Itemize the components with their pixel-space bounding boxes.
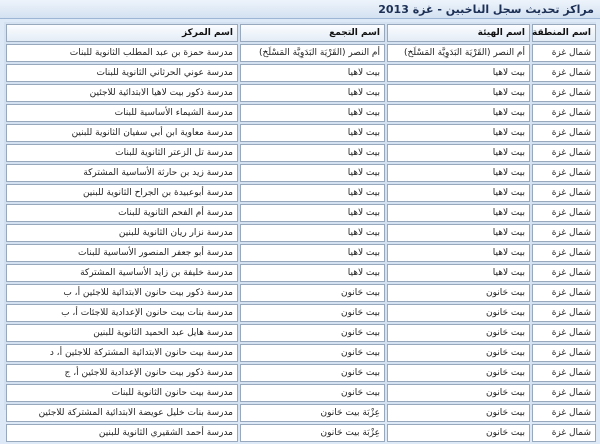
cell-cluster: بيت لاهيا — [240, 264, 385, 282]
cell-cluster: بيت حَانون — [240, 384, 385, 402]
cell-center: مدرسة ذكور بيت حانون الابتدائية للاجئين أ، ب — [6, 284, 238, 302]
cell-cluster: أم النصر (القَرْيَة البَدَوِيَّة المَسْلَخ) — [240, 44, 385, 62]
table-row — [6, 344, 596, 362]
cell-region: شمال غزة — [532, 184, 596, 202]
cell-body: بيت حَانون — [387, 384, 530, 402]
cell-center: مدرسة الشيماء الأساسية للبنات — [6, 104, 238, 122]
cell-region: شمال غزة — [532, 224, 596, 242]
cell-region: شمال غزة — [532, 144, 596, 162]
cell-body: بيت لاهيا — [387, 64, 530, 82]
cell-center: مدرسة أم الفحم الثانوية للبنات — [6, 204, 238, 222]
cell-body: بيت لاهيا — [387, 144, 530, 162]
cell-cluster: بيت حَانون — [240, 284, 385, 302]
table-row — [6, 124, 596, 142]
table-row — [6, 324, 596, 342]
cell-cluster: بيت حَانون — [240, 304, 385, 322]
cell-cluster: بيت حَانون — [240, 364, 385, 382]
column-header-cluster: اسم التجمع — [240, 24, 385, 42]
cell-body: بيت حَانون — [387, 304, 530, 322]
cell-cluster: عِزْبَة بيت حَانون — [240, 404, 385, 422]
cell-body: بيت حَانون — [387, 344, 530, 362]
cell-body: بيت حَانون — [387, 324, 530, 342]
cell-region: شمال غزة — [532, 64, 596, 82]
cell-region: شمال غزة — [532, 84, 596, 102]
column-header-body: اسم الهيئة — [387, 24, 530, 42]
cell-region: شمال غزة — [532, 44, 596, 62]
cell-center: مدرسة حمزة بن عبد المطلب الثانوية للبنات — [6, 44, 238, 62]
cell-cluster: بيت لاهيا — [240, 84, 385, 102]
cell-body: أم النصر (القَرْيَة البَدَوِيَّة المَسْلَخ) — [387, 44, 530, 62]
cell-center: مدرسة زيد بن حارثة الأساسية المشتركة — [6, 164, 238, 182]
cell-region: شمال غزة — [532, 244, 596, 262]
cell-region: شمال غزة — [532, 344, 596, 362]
cell-body: بيت حَانون — [387, 364, 530, 382]
table-row — [6, 204, 596, 222]
cell-cluster: بيت حَانون — [240, 324, 385, 342]
cell-center: مدرسة تل الزعتر الثانوية للبنات — [6, 144, 238, 162]
cell-region: شمال غزة — [532, 404, 596, 422]
cell-body: بيت لاهيا — [387, 244, 530, 262]
cell-region: شمال غزة — [532, 324, 596, 342]
cell-center: مدرسة أبو جعفر المنصور الأساسية للبنات — [6, 244, 238, 262]
cell-center: مدرسة أحمد الشقيري الثانوية للبنين — [6, 424, 238, 442]
cell-cluster: بيت لاهيا — [240, 184, 385, 202]
cell-body: بيت لاهيا — [387, 204, 530, 222]
table-row — [6, 264, 596, 282]
cell-center: مدرسة بنات بيت حانون الإعدادية للاجئات أ، ب — [6, 304, 238, 322]
table-row — [6, 184, 596, 202]
table-row — [6, 284, 596, 302]
table-container — [4, 22, 596, 438]
cell-region: شمال غزة — [532, 364, 596, 382]
cell-region: شمال غزة — [532, 124, 596, 142]
cell-body: بيت حَانون — [387, 404, 530, 422]
cell-body: بيت لاهيا — [387, 124, 530, 142]
cell-center: مدرسة عوني الحرثاني الثانوية للبنات — [6, 64, 238, 82]
cell-cluster: بيت حَانون — [240, 344, 385, 362]
cell-body: بيت لاهيا — [387, 224, 530, 242]
cell-region: شمال غزة — [532, 104, 596, 122]
column-header-region: اسم المنطقة — [532, 24, 596, 42]
centers-table — [4, 22, 598, 444]
cell-body: بيت لاهيا — [387, 164, 530, 182]
cell-center: مدرسة خليفة بن زايد الأساسية المشتركة — [6, 264, 238, 282]
cell-center: مدرسة ذكور بيت حانون الإعدادية للاجئين أ، ج — [6, 364, 238, 382]
cell-body: بيت لاهيا — [387, 84, 530, 102]
cell-center: مدرسة نزار ريان الثانوية للبنين — [6, 224, 238, 242]
cell-body: بيت حَانون — [387, 424, 530, 442]
cell-center: مدرسة بيت حانون الابتدائية المشتركة للاجئين أ، د — [6, 344, 238, 362]
cell-region: شمال غزة — [532, 384, 596, 402]
cell-body: بيت حَانون — [387, 284, 530, 302]
table-row — [6, 144, 596, 162]
cell-region: شمال غزة — [532, 284, 596, 302]
table-row — [6, 304, 596, 322]
table-row — [6, 404, 596, 422]
column-header-center: اسم المركز — [6, 24, 238, 42]
cell-cluster: بيت لاهيا — [240, 204, 385, 222]
table-row — [6, 224, 596, 242]
cell-cluster: بيت لاهيا — [240, 164, 385, 182]
cell-cluster: بيت لاهيا — [240, 104, 385, 122]
table-row — [6, 364, 596, 382]
cell-region: شمال غزة — [532, 304, 596, 322]
cell-region: شمال غزة — [532, 424, 596, 442]
table-row — [6, 384, 596, 402]
cell-center: مدرسة بنات خليل عويضة الابتدائية المشتركة للاجئين — [6, 404, 238, 422]
cell-center: مدرسة ذكور بيت لاهيا الابتدائية للاجئين — [6, 84, 238, 102]
cell-cluster: بيت لاهيا — [240, 124, 385, 142]
cell-body: بيت لاهيا — [387, 184, 530, 202]
cell-cluster: بيت لاهيا — [240, 64, 385, 82]
table-row — [6, 64, 596, 82]
table-row — [6, 164, 596, 182]
table-row — [6, 104, 596, 122]
cell-center: مدرسة معاوية ابن أبي سفيان الثانوية للبنين — [6, 124, 238, 142]
cell-cluster: عِزْبَة بيت حَانون — [240, 424, 385, 442]
cell-center: مدرسة أبوعبيدة بن الجراح الثانوية للبنين — [6, 184, 238, 202]
cell-body: بيت لاهيا — [387, 104, 530, 122]
table-row — [6, 424, 596, 442]
table-header-row — [6, 24, 596, 42]
page-title: مراكز تحديث سجل الناخبين - غزة 2013 — [0, 0, 600, 19]
cell-cluster: بيت لاهيا — [240, 224, 385, 242]
cell-center: مدرسة بيت حانون الثانوية للبنات — [6, 384, 238, 402]
cell-center: مدرسة هايل عبد الحميد الثانوية للبنين — [6, 324, 238, 342]
cell-cluster: بيت لاهيا — [240, 144, 385, 162]
cell-region: شمال غزة — [532, 204, 596, 222]
cell-region: شمال غزة — [532, 164, 596, 182]
table-row — [6, 44, 596, 62]
table-row — [6, 84, 596, 102]
table-row — [6, 244, 596, 262]
cell-body: بيت لاهيا — [387, 264, 530, 282]
cell-region: شمال غزة — [532, 264, 596, 282]
table-body — [6, 44, 596, 442]
cell-cluster: بيت لاهيا — [240, 244, 385, 262]
